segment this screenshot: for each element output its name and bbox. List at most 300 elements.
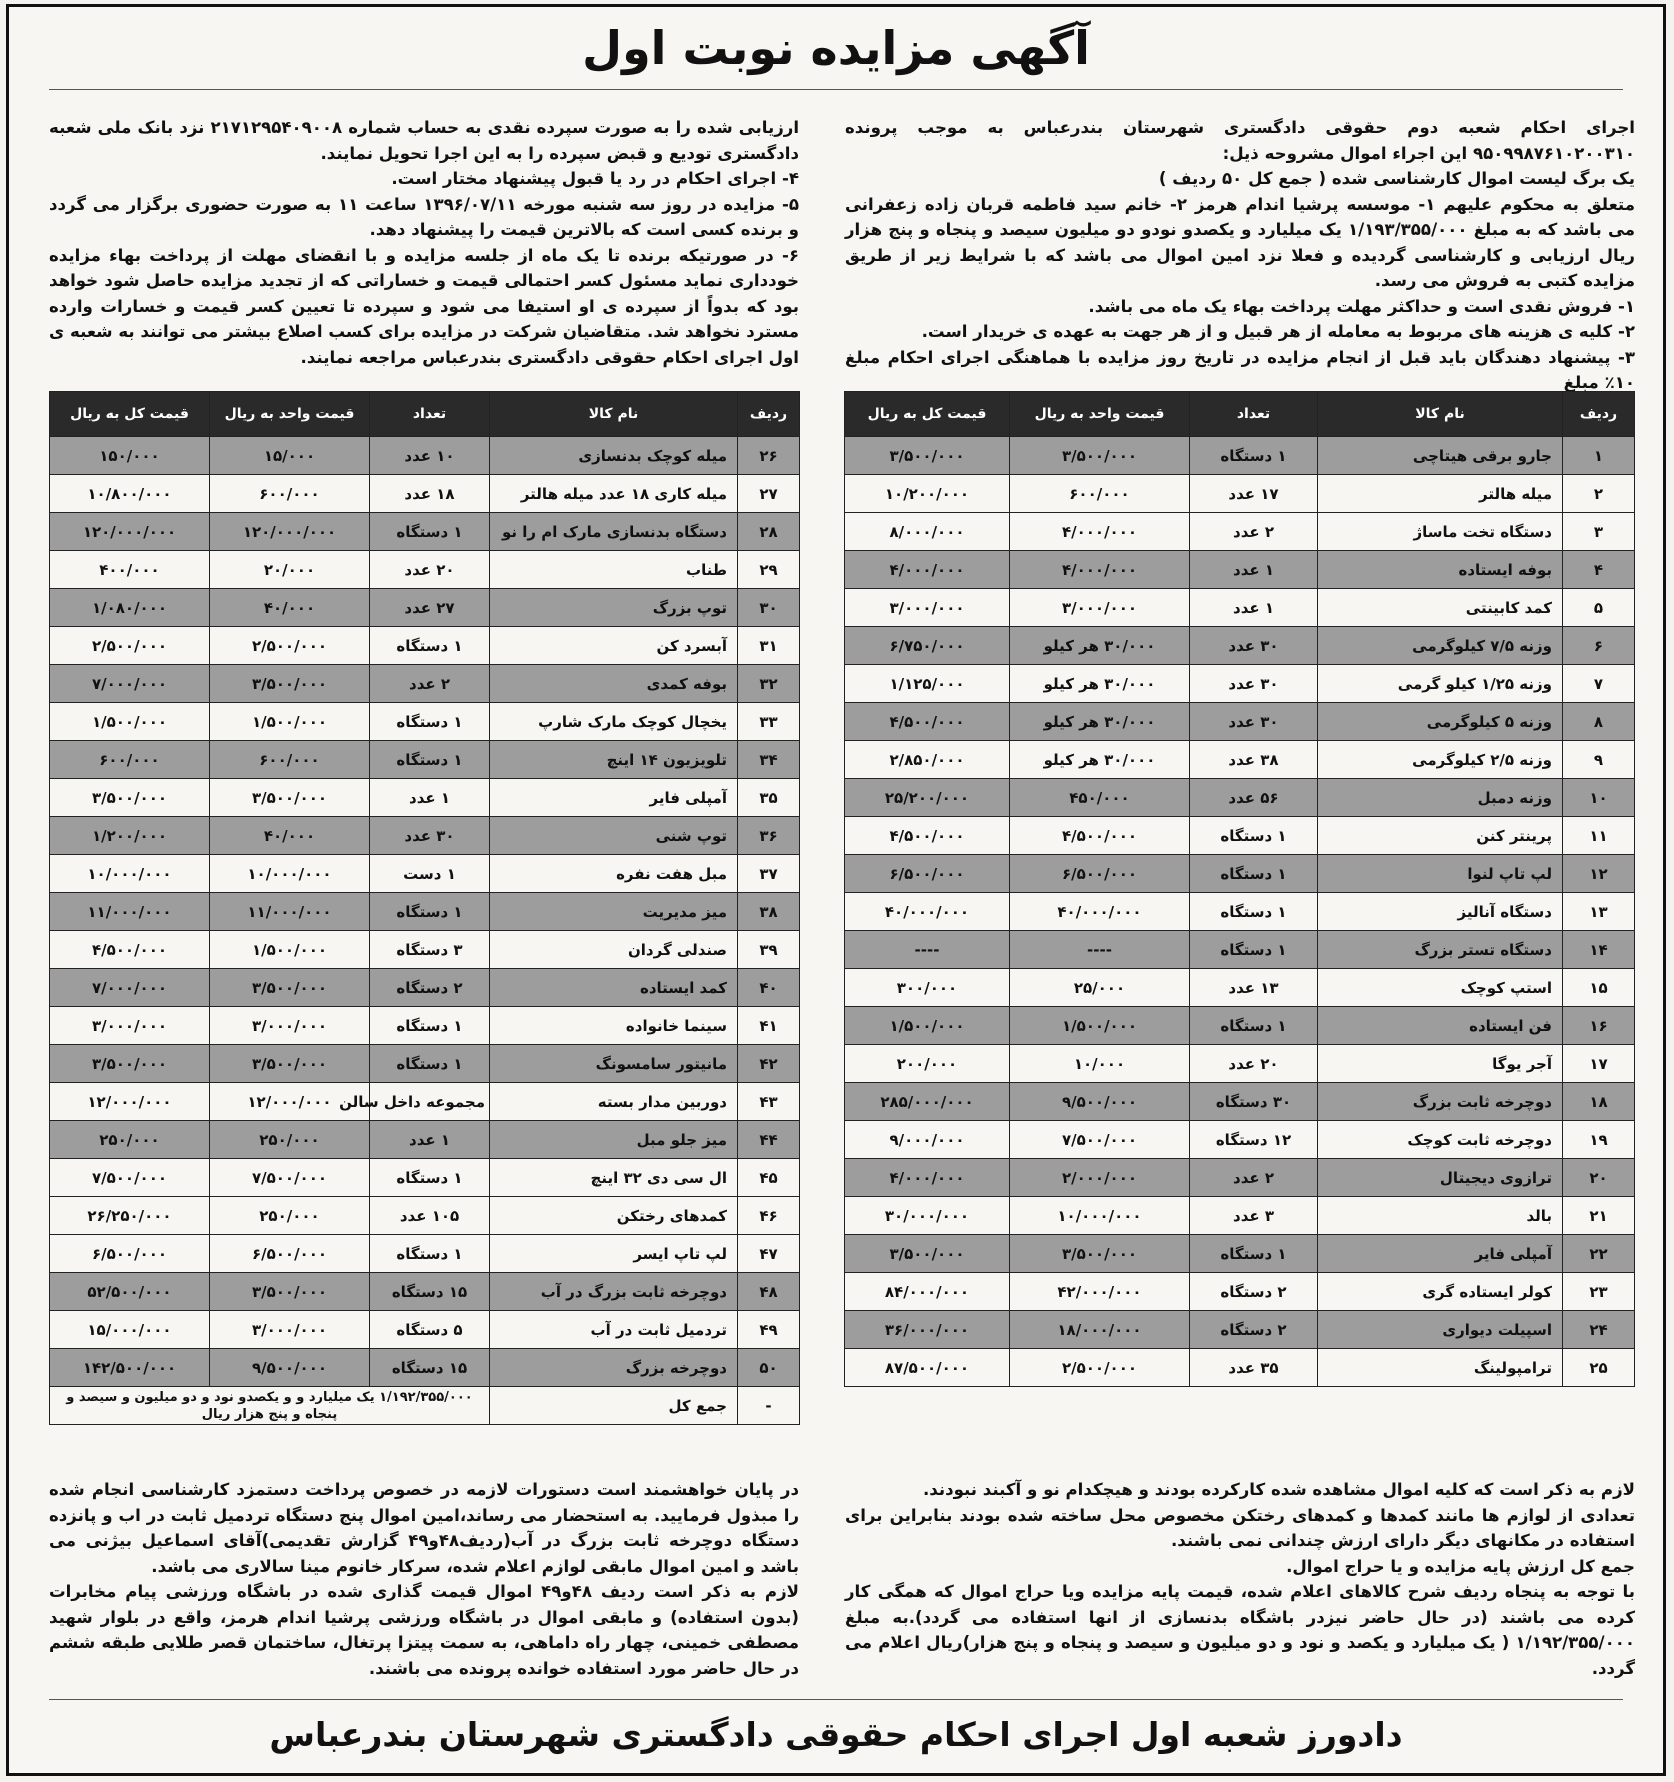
cell-row-number: ۴۵ [738,1159,800,1197]
cell-total-price: ۷/۰۰۰/۰۰۰ [50,969,210,1007]
cell-row-number: ۴۸ [738,1273,800,1311]
cell-total-price: ۲/۸۵۰/۰۰۰ [845,741,1010,779]
cell-total-price: ۶۰۰/۰۰۰ [50,741,210,779]
cell-row-number: ۲۷ [738,475,800,513]
cell-unit-price: ۱۰/۰۰۰ [1010,1045,1190,1083]
cell-total-price: ۳۶/۰۰۰/۰۰۰ [845,1311,1010,1349]
table-row [845,931,1635,969]
cell-unit-price: ۶۰۰/۰۰۰ [210,741,370,779]
cell-total-price: ۳/۵۰۰/۰۰۰ [845,437,1010,475]
cell-quantity: ۱ دستگاه [370,513,490,551]
cell-quantity: ۱ دستگاه [370,1045,490,1083]
cell-total-price: ۳۰۰/۰۰۰ [845,969,1010,1007]
cell-quantity: ۱ دستگاه [370,893,490,931]
cell-quantity: ۳۰ عدد [1190,627,1318,665]
table-row [50,551,800,589]
cell-quantity: ۱۷ عدد [1190,475,1318,513]
cell-unit-price: ۲۰/۰۰۰ [210,551,370,589]
cell-total-price: ۱/۰۸۰/۰۰۰ [50,589,210,627]
cell-quantity: ۱ دستگاه [1190,437,1318,475]
cell-quantity: ۳۰ عدد [1190,703,1318,741]
cell-quantity: ۲ عدد [1190,513,1318,551]
cell-unit-price: ۳/۵۰۰/۰۰۰ [210,779,370,817]
cell-item-name: دوربین مدار بسته [490,1083,738,1121]
cell-total-price: ۲۵/۲۰۰/۰۰۰ [845,779,1010,817]
cell-row-number: ۳۹ [738,931,800,969]
cell-item-name: دوچرخه ثابت بزرگ [1318,1083,1563,1121]
cell-quantity: ۲۰ عدد [370,551,490,589]
cell-item-name: دستگاه تخت ماساژ [1318,513,1563,551]
cell-row-number: ۳۴ [738,741,800,779]
cell-unit-price: ۴/۰۰۰/۰۰۰ [1010,513,1190,551]
total-label: جمع کل [490,1387,738,1425]
table-row [50,855,800,893]
cell-item-name: کمد کابینتی [1318,589,1563,627]
intro-right-paragraph: ۳- پیشنهاد دهندگان باید قبل از انجام مزایده در تاریخ روز مزایده با هماهنگی اجرای احکام مبلغ ۱۰٪ مبلغ [845,347,1635,392]
cell-item-name: میله هالتر [1318,475,1563,513]
cell-total-price: ۴/۰۰۰/۰۰۰ [845,551,1010,589]
title-divider [49,89,1623,90]
cell-row-number: ۴۶ [738,1197,800,1235]
cell-row-number: ۱۹ [1563,1121,1635,1159]
cell-item-name: آمپلی فایر [1318,1235,1563,1273]
header-row-number: ردیف [1563,392,1635,437]
table-row [50,969,800,1007]
table-total-row [50,1387,800,1425]
cell-total-price: ۴۰/۰۰۰/۰۰۰ [845,893,1010,931]
cell-item-name: وزنه ۱/۲۵ کیلو گرمی [1318,665,1563,703]
table-row [50,665,800,703]
cell-row-number: ۲۸ [738,513,800,551]
cell-item-name: وزنه ۲/۵ کیلوگرمی [1318,741,1563,779]
cell-row-number: ۳۲ [738,665,800,703]
cell-row-number: ۴۴ [738,1121,800,1159]
cell-quantity: ۱ دستگاه [370,1159,490,1197]
cell-total-price: ۱/۱۲۵/۰۰۰ [845,665,1010,703]
cell-item-name: جارو برقی هیتاچی [1318,437,1563,475]
cell-unit-price: ۱/۵۰۰/۰۰۰ [1010,1007,1190,1045]
cell-item-name: سینما خانواده [490,1007,738,1045]
cell-unit-price: ۳/۵۰۰/۰۰۰ [210,969,370,1007]
footer-right-paragraph: با توجه به پنجاه ردیف شرح کالاهای اعلام شده، قیمت پایه مزایده ویا حراج اموال که همگی کار کرده می باشند (در حال حاضر نیزدر باشگاه بدنسازی از انها استفاده می گردد).به مبلغ ۱/۱۹۲/۳۵۵/۰۰۰ ( یک میلیارد و یکصد و نود و دو میلیون و سیصد و پنجاه و پنج هزار)ریال اعلام می گردد. [845,1582,1635,1678]
intro-right-column [845,115,1635,396]
cell-quantity: ۲۰ عدد [1190,1045,1318,1083]
cell-unit-price: ۱۲۰/۰۰۰/۰۰۰ [210,513,370,551]
cell-total-price: ۱۴۲/۵۰۰/۰۰۰ [50,1349,210,1387]
cell-total-price: ---- [845,931,1010,969]
cell-quantity: ۱۵ دستگاه [370,1349,490,1387]
table-row [50,627,800,665]
table-right-body [845,437,1635,1387]
cell-quantity: ۳۰ عدد [370,817,490,855]
table-row [845,817,1635,855]
table-row [50,1159,800,1197]
table-header-row [845,392,1635,437]
table-row [845,1083,1635,1121]
cell-unit-price: ۷/۵۰۰/۰۰۰ [210,1159,370,1197]
intro-right-paragraph: متعلق به محکوم علیهم ۱- موسسه پرشیا اندام هرمز ۲- خانم سید فاطمه قربان زاده زعفرانی می باشد که به مبلغ ۱/۱۹۳/۳۵۵/۰۰۰ یک میلیارد و یکصدو نودو دو میلیون سیصد و پنجاه و پنج هزار ریال ارزیابی و کارشناسی گردیده و فعلا نزد امین اموال می باشد که با شرایط زیر از طریق مزایده کتبی به فروش می رسد. [845,194,1636,290]
table-row [845,1159,1635,1197]
table-row [845,475,1635,513]
cell-unit-price: ۱۰/۰۰۰/۰۰۰ [1010,1197,1190,1235]
cell-total-price: ۳/۵۰۰/۰۰۰ [50,779,210,817]
cell-unit-price: ۳/۵۰۰/۰۰۰ [210,1045,370,1083]
cell-quantity: ۱۵ دستگاه [370,1273,490,1311]
signature-line: دادورز شعبه اول اجرای احکام حقوقی دادگستری شهرستان بندرعباس [269,1715,1403,1754]
cell-item-name: آمپلی فایر [490,779,738,817]
cell-item-name: فن ایستاده [1318,1007,1563,1045]
cell-item-name: وزنه دمبل [1318,779,1563,817]
cell-row-number: ۲۵ [1563,1349,1635,1387]
table-row [845,1311,1635,1349]
cell-quantity: ۱۰۵ عدد [370,1197,490,1235]
cell-item-name: میز مدیریت [490,893,738,931]
cell-quantity: ۳ دستگاه [370,931,490,969]
cell-quantity: ۱ دستگاه [370,1007,490,1045]
cell-item-name: یخچال کوچک مارک شارپ [490,703,738,741]
total-dash: - [738,1387,800,1425]
cell-quantity: ۱۲ دستگاه [1190,1121,1318,1159]
intro-left-paragraph: ۵- مزایده در روز سه شنبه مورخه ۱۳۹۶/۰۷/۱۱ ساعت ۱۱ به صورت حضوری برگزار می گردد و برنده کسی است که بالاترین قیمت را پیشنهاد دهد. [49,194,799,239]
cell-total-price: ۱/۵۰۰/۰۰۰ [845,1007,1010,1045]
cell-item-name: وزنه ۵ کیلوگرمی [1318,703,1563,741]
cell-unit-price: ۳۰/۰۰۰ هر کیلو [1010,741,1190,779]
cell-quantity: ۵ دستگاه [370,1311,490,1349]
cell-total-price: ۸/۰۰۰/۰۰۰ [845,513,1010,551]
table-row [845,627,1635,665]
cell-unit-price: ۶۰۰/۰۰۰ [1010,475,1190,513]
cell-row-number: ۲۲ [1563,1235,1635,1273]
table-row [50,1311,800,1349]
table-row [845,1045,1635,1083]
cell-unit-price: ۱/۵۰۰/۰۰۰ [210,703,370,741]
table-row [50,1045,800,1083]
cell-unit-price: ۲۵۰/۰۰۰ [210,1197,370,1235]
cell-row-number: ۴۷ [738,1235,800,1273]
table-row [845,779,1635,817]
cell-total-price: ۳/۰۰۰/۰۰۰ [845,589,1010,627]
cell-quantity: ۲ دستگاه [370,969,490,1007]
cell-item-name: کولر ایستاده گری [1318,1273,1563,1311]
cell-unit-price: ۹/۵۰۰/۰۰۰ [210,1349,370,1387]
cell-unit-price: ۱۰/۰۰۰/۰۰۰ [210,855,370,893]
cell-total-price: ۴/۰۰۰/۰۰۰ [845,1159,1010,1197]
cell-unit-price: ۳/۵۰۰/۰۰۰ [210,1273,370,1311]
cell-quantity: ۳ عدد [1190,1197,1318,1235]
cell-item-name: دوچرخه ثابت کوچک [1318,1121,1563,1159]
cell-total-price: ۱/۲۰۰/۰۰۰ [50,817,210,855]
header-row-number: ردیف [738,392,800,437]
cell-quantity: ۵۶ عدد [1190,779,1318,817]
cell-item-name: میز جلو مبل [490,1121,738,1159]
table-row [845,551,1635,589]
cell-quantity: ۱ دستگاه [370,627,490,665]
intro-right-paragraph: یک برگ لیست اموال کارشناسی شده ( جمع کل ۵۰ ردیف ) [1158,169,1635,188]
table-row [50,703,800,741]
cell-row-number: ۱۰ [1563,779,1635,817]
cell-total-price: ۱۱/۰۰۰/۰۰۰ [50,893,210,931]
cell-total-price: ۱۵/۰۰۰/۰۰۰ [50,1311,210,1349]
cell-row-number: ۶ [1563,627,1635,665]
cell-quantity: ۱ دستگاه [1190,931,1318,969]
table-row [845,893,1635,931]
cell-quantity: ۱ دستگاه [1190,1235,1318,1273]
cell-unit-price: ۴۵۰/۰۰۰ [1010,779,1190,817]
table-row [845,1007,1635,1045]
cell-quantity: ۲ دستگاه [1190,1311,1318,1349]
cell-row-number: ۱۶ [1563,1007,1635,1045]
total-value: ۱/۱۹۲/۳۵۵/۰۰۰ یک میلیارد و و یکصدو نود و دو میلیون و سیصد و پنجاه و پنج هزار ریال [50,1387,490,1425]
cell-unit-price: ۳/۰۰۰/۰۰۰ [210,1311,370,1349]
cell-unit-price: ۳/۵۰۰/۰۰۰ [210,665,370,703]
cell-total-price: ۴/۵۰۰/۰۰۰ [845,817,1010,855]
cell-item-name: دستگاه بدنسازی مارک ام را نو [490,513,738,551]
cell-row-number: ۳۶ [738,817,800,855]
table-row [50,893,800,931]
cell-item-name: تلویزیون ۱۴ اینچ [490,741,738,779]
table-row [50,779,800,817]
intro-right-paragraph: ۲- کلیه ی هزینه های مربوط به معامله از هر قبیل و از هر جهت به عهده ی خریدار است. [921,322,1635,341]
cell-row-number: ۳۱ [738,627,800,665]
cell-total-price: ۶/۷۵۰/۰۰۰ [845,627,1010,665]
cell-row-number: ۱۷ [1563,1045,1635,1083]
cell-row-number: ۳۳ [738,703,800,741]
header-item-name: نام کالا [490,392,738,437]
intro-left-paragraph: ۶- در صورتیکه برنده تا یک ماه از جلسه مزایده و با انقضای مهلت از پرداخت بهاء مزایده خودداری نماید مسئول کسر احتمالی قیمت و خساراتی که از تجدید مزایده حاصل شود خواهد بود که بدواً از سپرده ی او استیفا می شود و سپرده تا تعیین کسر قیمت و خسارات وارده مسترد نخواهد شد. متقاضیان شرکت در مزایده برای کسب اصلاع بیشتر می توانند به شعبه ی اول اجرای احکام حقوقی دادگستری بندرعباس مراجعه نمایند. [49,245,799,367]
cell-row-number: ۳۰ [738,589,800,627]
footer-left-column [49,1477,799,1681]
cell-unit-price: ۴۰/۰۰۰ [210,589,370,627]
cell-item-name: مانیتور سامسونگ [490,1045,738,1083]
cell-total-price: ۱۰/۰۰۰/۰۰۰ [50,855,210,893]
cell-item-name: دستگاه آنالیز [1318,893,1563,931]
cell-unit-price: ۴۲/۰۰۰/۰۰۰ [1010,1273,1190,1311]
cell-quantity: ۳۵ عدد [1190,1349,1318,1387]
cell-quantity: ۱ دستگاه [370,703,490,741]
cell-total-price: ۶/۵۰۰/۰۰۰ [50,1235,210,1273]
table-row [50,1349,800,1387]
cell-item-name: میله کاری ۱۸ عدد میله هالتر [490,475,738,513]
cell-quantity: ۱ دستگاه [1190,855,1318,893]
cell-row-number: ۳ [1563,513,1635,551]
table-row [845,1197,1635,1235]
table-row [845,855,1635,893]
cell-quantity: ۳۰ عدد [1190,665,1318,703]
cell-unit-price: ---- [1010,931,1190,969]
cell-item-name: پرینتر کنن [1318,817,1563,855]
cell-row-number: ۴۰ [738,969,800,1007]
cell-item-name: آبسرد کن [490,627,738,665]
cell-row-number: ۲۳ [1563,1273,1635,1311]
cell-item-name: صندلی گردان [490,931,738,969]
cell-item-name: اسپیلت دیواری [1318,1311,1563,1349]
intro-left-column [49,115,799,370]
cell-total-price: ۸۴/۰۰۰/۰۰۰ [845,1273,1010,1311]
signature-divider [49,1699,1623,1700]
cell-total-price: ۳/۰۰۰/۰۰۰ [50,1007,210,1045]
cell-row-number: ۹ [1563,741,1635,779]
header-total-price: قیمت کل به ریال [845,392,1010,437]
intro-right-paragraph: ۱- فروش نقدی است و حداکثر مهلت پرداخت بهاء یک ماه می باشد. [1088,296,1635,316]
table-row [50,1007,800,1045]
cell-item-name: آجر یوگا [1318,1045,1563,1083]
header-unit-price: قیمت واحد به ریال [1010,392,1190,437]
cell-item-name: بوفه ایستاده [1318,551,1563,589]
cell-total-price: ۲۸۵/۰۰۰/۰۰۰ [845,1083,1010,1121]
cell-row-number: ۴۱ [738,1007,800,1045]
table-row [845,513,1635,551]
cell-total-price: ۸۷/۵۰۰/۰۰۰ [845,1349,1010,1387]
cell-row-number: ۱۴ [1563,931,1635,969]
table-row [50,1083,800,1121]
notice-page [6,4,1666,1776]
cell-total-price: ۱/۵۰۰/۰۰۰ [50,703,210,741]
cell-total-price: ۲۶/۲۵۰/۰۰۰ [50,1197,210,1235]
cell-unit-price: ۴/۵۰۰/۰۰۰ [1010,817,1190,855]
table-row [845,437,1635,475]
cell-unit-price: ۹/۵۰۰/۰۰۰ [1010,1083,1190,1121]
footer-right-paragraph: جمع کل ارزش پایه مزایده و یا حراج اموال. [1286,1556,1635,1576]
table-row [845,665,1635,703]
cell-total-price: ۵۲/۵۰۰/۰۰۰ [50,1273,210,1311]
cell-total-price: ۲/۵۰۰/۰۰۰ [50,627,210,665]
cell-total-price: ۴۰۰/۰۰۰ [50,551,210,589]
cell-row-number: ۱۳ [1563,893,1635,931]
cell-row-number: ۲۰ [1563,1159,1635,1197]
cell-total-price: ۳/۵۰۰/۰۰۰ [50,1045,210,1083]
cell-total-price: ۹/۰۰۰/۰۰۰ [845,1121,1010,1159]
cell-row-number: ۸ [1563,703,1635,741]
table-row [50,437,800,475]
cell-row-number: ۱۱ [1563,817,1635,855]
table-header-row [50,392,800,437]
cell-quantity: ۱ دستگاه [1190,817,1318,855]
cell-quantity: ۱ عدد [1190,551,1318,589]
cell-quantity: ۱ عدد [1190,589,1318,627]
header-quantity: تعداد [1190,392,1318,437]
cell-row-number: ۱ [1563,437,1635,475]
cell-row-number: ۵ [1563,589,1635,627]
cell-quantity: ۱ عدد [370,1121,490,1159]
footer-right-paragraph: تعدادی از لوازم ها مانند کمدها و کمدهای رختکن مخصوص محل ساخته شده بودند بنابراین برای استفاده در مکانهای دیگر دارای ارزش چندانی نمی باشند. [845,1505,1635,1550]
cell-unit-price: ۶/۵۰۰/۰۰۰ [210,1235,370,1273]
cell-total-price: ۱۲/۰۰۰/۰۰۰ [50,1083,210,1121]
intro-right-paragraph: اجرای احکام شعبه دوم حقوقی دادگستری شهرستان بندرعباس به موجب پرونده ۹۵۰۹۹۸۷۶۱۰۲۰۰۳۱۰ این اجراء اموال مشروحه ذیل: [845,118,1635,163]
cell-row-number: ۷ [1563,665,1635,703]
table-row [845,1235,1635,1273]
cell-quantity: ۱۸ عدد [370,475,490,513]
cell-row-number: ۵۰ [738,1349,800,1387]
cell-unit-price: ۴۰/۰۰۰ [210,817,370,855]
cell-total-price: ۱۵۰/۰۰۰ [50,437,210,475]
cell-unit-price: ۳۰/۰۰۰ هر کیلو [1010,703,1190,741]
cell-quantity: ۱ دستگاه [1190,1007,1318,1045]
cell-item-name: کمدهای رختکن [490,1197,738,1235]
cell-unit-price: ۳۰/۰۰۰ هر کیلو [1010,665,1190,703]
cell-item-name: مبل هفت نفره [490,855,738,893]
table-row [845,741,1635,779]
cell-row-number: ۳۵ [738,779,800,817]
cell-unit-price: ۳/۵۰۰/۰۰۰ [1010,437,1190,475]
cell-quantity: ۲ دستگاه [1190,1273,1318,1311]
table-row [845,703,1635,741]
cell-unit-price: ۱۱/۰۰۰/۰۰۰ [210,893,370,931]
cell-row-number: ۲۴ [1563,1311,1635,1349]
cell-item-name: میله کوچک بدنسازی [490,437,738,475]
cell-unit-price: ۶۰۰/۰۰۰ [210,475,370,513]
cell-item-name: ترازوی دیجیتال [1318,1159,1563,1197]
table-row [50,1197,800,1235]
cell-total-price: ۱۰/۲۰۰/۰۰۰ [845,475,1010,513]
cell-row-number: ۲۹ [738,551,800,589]
cell-row-number: ۲۶ [738,437,800,475]
footer-left-paragraph: لازم به ذکر است ردیف ۴۸و۴۹ اموال قیمت گذاری شده در باشگاه ورزشی پیام مخابرات (بدون استفاده) و مابقی اموال در باشگاه ورزشی پرشیا اندام هرمز، واقع در بلوار شهید مصطفی خمینی، چهار راه داماهی، به سمت پیتزا پرتغال، ساختمان قصر طلایی طبقه ششم در حال حاضر مورد استفاده خوانده پرونده می باشند. [49,1582,799,1678]
cell-total-price: ۴/۵۰۰/۰۰۰ [50,931,210,969]
cell-quantity: ۱ دستگاه [370,741,490,779]
cell-total-price: ۲۰۰/۰۰۰ [845,1045,1010,1083]
cell-unit-price: ۳/۰۰۰/۰۰۰ [210,1007,370,1045]
cell-row-number: ۲۱ [1563,1197,1635,1235]
table-row [50,931,800,969]
cell-quantity: ۱۰ عدد [370,437,490,475]
cell-quantity: ۲ عدد [370,665,490,703]
table-left-body [50,437,800,1387]
table-row [50,1273,800,1311]
intro-left-paragraph: ارزیابی شده را به صورت سپرده نقدی به حساب شماره ۲۱۷۱۲۹۵۴۰۹۰۰۸ نزد بانک ملی شعبه دادگستری توديع و قبض سپرده را به این اجرا تحویل نمایند. [49,118,800,163]
table-row [845,1273,1635,1311]
cell-item-name: دوچرخه بزرگ [490,1349,738,1387]
cell-row-number: ۳۷ [738,855,800,893]
table-row [50,475,800,513]
table-row [845,969,1635,1007]
cell-total-price: ۴/۵۰۰/۰۰۰ [845,703,1010,741]
cell-unit-price: ۲۵۰/۰۰۰ [210,1121,370,1159]
header-item-name: نام کالا [1318,392,1563,437]
cell-row-number: ۱۲ [1563,855,1635,893]
footer-right-paragraph: لازم به ذکر است که کلیه اموال مشاهده شده کارکرده بودند و هیچکدام نو و آکبند نبودند. [922,1480,1635,1499]
table-row [845,589,1635,627]
cell-item-name: لپ تاپ ایسر [490,1235,738,1273]
footer-right-column [845,1477,1635,1681]
cell-item-name: توپ شنی [490,817,738,855]
table-row [50,1121,800,1159]
cell-total-price: ۶/۵۰۰/۰۰۰ [845,855,1010,893]
cell-quantity: ۱۳ عدد [1190,969,1318,1007]
cell-unit-price: ۱۸/۰۰۰/۰۰۰ [1010,1311,1190,1349]
cell-unit-price: ۲/۵۰۰/۰۰۰ [1010,1349,1190,1387]
table-row [50,741,800,779]
cell-item-name: ترامپولینگ [1318,1349,1563,1387]
table-row [50,1235,800,1273]
cell-total-price: ۳۰/۰۰۰/۰۰۰ [845,1197,1010,1235]
cell-total-price: ۳/۵۰۰/۰۰۰ [845,1235,1010,1273]
cell-row-number: ۴۹ [738,1311,800,1349]
cell-total-price: ۱۰/۸۰۰/۰۰۰ [50,475,210,513]
cell-total-price: ۱۲۰/۰۰۰/۰۰۰ [50,513,210,551]
table-row [50,817,800,855]
cell-unit-price: ۲/۵۰۰/۰۰۰ [210,627,370,665]
cell-item-name: طناب [490,551,738,589]
cell-unit-price: ۷/۵۰۰/۰۰۰ [1010,1121,1190,1159]
cell-row-number: ۴ [1563,551,1635,589]
cell-unit-price: ۴۰/۰۰۰/۰۰۰ [1010,893,1190,931]
table-row [50,513,800,551]
header-unit-price: قیمت واحد به ریال [210,392,370,437]
cell-unit-price: ۲۵/۰۰۰ [1010,969,1190,1007]
cell-item-name: لپ تاپ لنوا [1318,855,1563,893]
cell-unit-price: ۶/۵۰۰/۰۰۰ [1010,855,1190,893]
table-row [50,589,800,627]
